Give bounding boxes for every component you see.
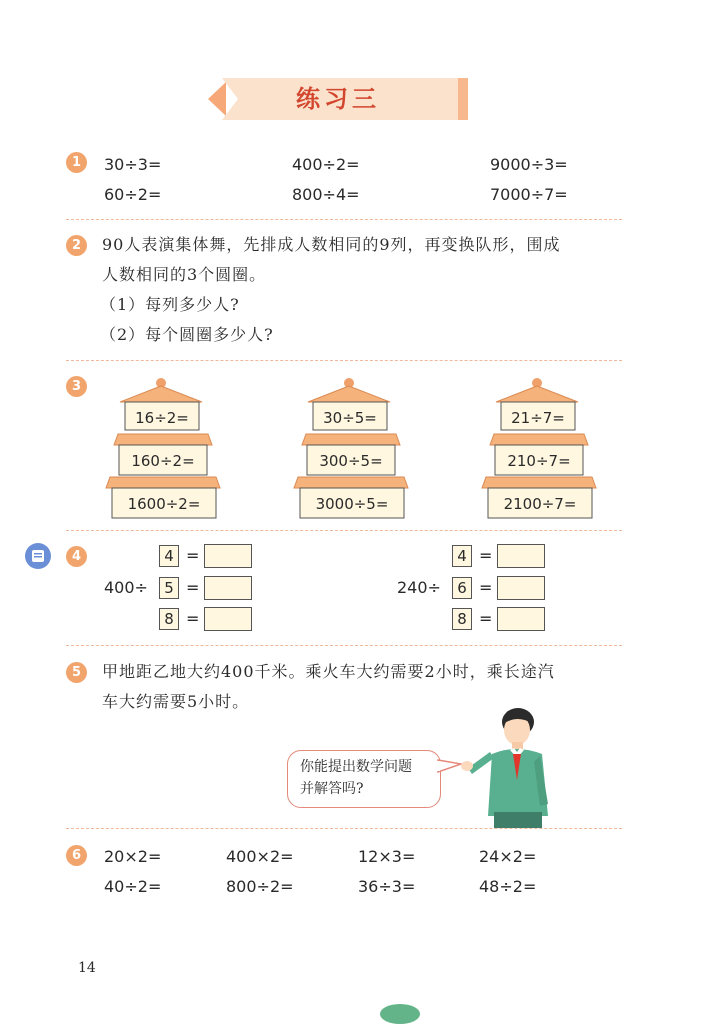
book-icon bbox=[25, 543, 51, 569]
question-1: （1）每列多少人? bbox=[100, 295, 240, 314]
expression: 20×2= bbox=[104, 847, 162, 866]
divisor-box: 8 bbox=[159, 608, 179, 630]
answer-box[interactable] bbox=[204, 576, 252, 600]
problem-text-line: 车大约需要5小时。 bbox=[102, 692, 250, 711]
pagoda-tier-label: 30÷5= bbox=[323, 409, 377, 427]
expression: 400×2= bbox=[226, 847, 294, 866]
problem-text-line: 甲地距乙地大约400千米。乘火车大约需要2小时，乘长途汽 bbox=[102, 662, 555, 681]
answer-box[interactable] bbox=[204, 607, 252, 631]
problem-text-line: 90人表演集体舞，先排成人数相同的9列，再变换队形，围成 bbox=[102, 235, 561, 254]
expression: 24×2= bbox=[479, 847, 537, 866]
answer-box[interactable] bbox=[497, 576, 545, 600]
divisor-box: 6 bbox=[452, 577, 472, 599]
expression: 30÷3= bbox=[104, 155, 162, 174]
problem-text-line: 人数相同的3个圆圈。 bbox=[102, 265, 267, 284]
divisor-box: 5 bbox=[159, 577, 179, 599]
section-divider bbox=[66, 530, 622, 531]
equals-sign: = bbox=[186, 546, 200, 565]
section-badge-5: 5 bbox=[66, 662, 87, 683]
section-badge-1: 1 bbox=[66, 152, 87, 173]
speech-bubble bbox=[287, 750, 441, 808]
speech-line: 并解答吗? bbox=[300, 781, 364, 797]
pagoda-tier-label: 1600÷2= bbox=[127, 495, 201, 513]
pagoda-tier-label: 2100÷7= bbox=[503, 495, 577, 513]
equals-sign: = bbox=[186, 609, 200, 628]
answer-box[interactable] bbox=[204, 544, 252, 568]
section-badge-4: 4 bbox=[66, 546, 87, 567]
divisor-box: 8 bbox=[452, 608, 472, 630]
expression: 48÷2= bbox=[479, 877, 537, 896]
pagoda-tier-label: 300÷5= bbox=[319, 452, 383, 470]
expression: 800÷2= bbox=[226, 877, 294, 896]
page-number: 14 bbox=[78, 960, 96, 976]
section-badge-2: 2 bbox=[66, 235, 87, 256]
section-divider bbox=[66, 828, 622, 829]
pagoda-tier-label: 21÷7= bbox=[511, 409, 565, 427]
page-tab-decoration bbox=[380, 1004, 420, 1024]
expression: 12×3= bbox=[358, 847, 416, 866]
division-prefix: 240÷ bbox=[397, 578, 441, 597]
pagoda-tier-label: 3000÷5= bbox=[315, 495, 389, 513]
pagoda bbox=[292, 378, 412, 518]
pagoda bbox=[104, 378, 224, 518]
equals-sign: = bbox=[479, 546, 493, 565]
section-badge-3: 3 bbox=[66, 376, 87, 397]
answer-box[interactable] bbox=[497, 544, 545, 568]
title-banner bbox=[208, 76, 470, 122]
boy-student-illustration bbox=[458, 704, 554, 828]
division-prefix: 400÷ bbox=[104, 578, 148, 597]
equals-sign: = bbox=[479, 578, 493, 597]
section-divider bbox=[66, 645, 622, 646]
section-badge-6: 6 bbox=[66, 845, 87, 866]
divisor-box: 4 bbox=[452, 545, 472, 567]
speech-line: 你能提出数学问题 bbox=[300, 759, 412, 775]
divisor-box: 4 bbox=[159, 545, 179, 567]
pagoda-tier-label: 210÷7= bbox=[507, 452, 571, 470]
pagoda-tier-label: 160÷2= bbox=[131, 452, 195, 470]
expression: 9000÷3= bbox=[490, 155, 568, 174]
answer-box[interactable] bbox=[497, 607, 545, 631]
pagoda-tier-label: 16÷2= bbox=[135, 409, 189, 427]
expression: 7000÷7= bbox=[490, 185, 568, 204]
section-divider bbox=[66, 219, 622, 220]
expression: 400÷2= bbox=[292, 155, 360, 174]
expression: 40÷2= bbox=[104, 877, 162, 896]
expression: 60÷2= bbox=[104, 185, 162, 204]
page-title: 练习三 bbox=[296, 84, 380, 113]
question-2: （2）每个圆圈多少人? bbox=[100, 325, 274, 344]
equals-sign: = bbox=[186, 578, 200, 597]
equals-sign: = bbox=[479, 609, 493, 628]
expression: 800÷4= bbox=[292, 185, 360, 204]
pagoda bbox=[480, 378, 600, 518]
section-divider bbox=[66, 360, 622, 361]
expression: 36÷3= bbox=[358, 877, 416, 896]
